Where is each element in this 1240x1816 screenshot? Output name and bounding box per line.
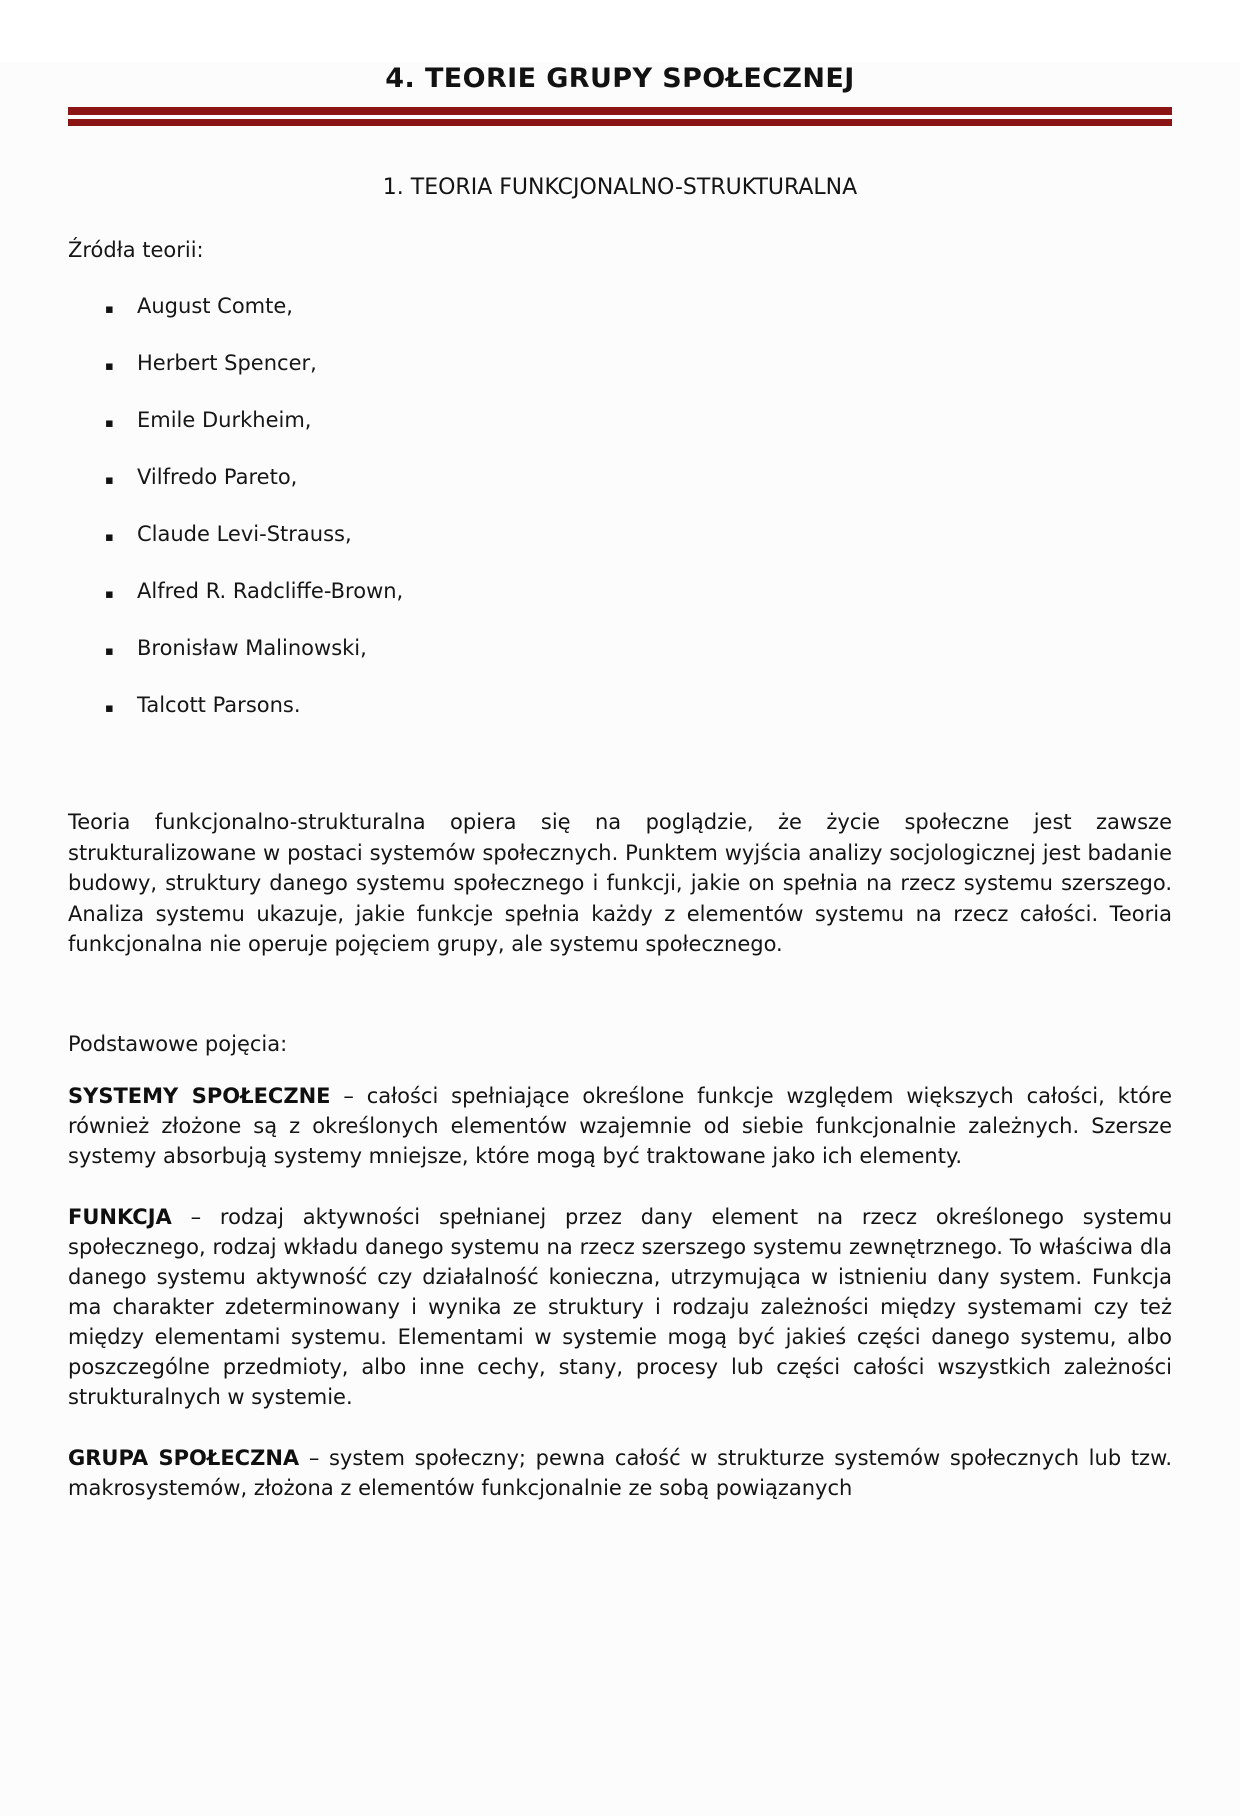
definition-text: – system społeczny; pewna całość w strukturze systemów społecznych lub tzw. makrosystemów, złożona z elementów funkcjonalnie ze sobą powiązanych <box>68 1446 1172 1501</box>
list-item-label: Bronisław Malinowski, <box>137 636 367 661</box>
page-title: 4. TEORIE GRUPY SPOŁECZNEJ <box>385 63 855 94</box>
definition-systemy-spoleczne <box>68 1081 1172 1171</box>
list-item <box>105 636 1172 664</box>
definition-text: – całości spełniające określone funkcje względem większych całości, które również złożone są z określonych elementów wzajemnie od siebie funkcjonalnie zależnych. Szersze systemy absorbują systemy mniejsze, które mogą być traktowane jako ich elementy. <box>68 1084 1173 1169</box>
square-bullet-icon: ▪ <box>105 359 114 375</box>
definition-funkcja <box>68 1202 1172 1412</box>
list-item <box>105 408 1172 436</box>
square-bullet-icon: ▪ <box>105 416 114 432</box>
list-item-label: Vilfredo Pareto, <box>137 465 298 490</box>
list-item <box>105 579 1172 607</box>
list-item <box>105 465 1172 493</box>
sources-list <box>68 294 1172 721</box>
definition-grupa-spoleczna <box>68 1443 1172 1503</box>
list-item <box>105 693 1172 721</box>
divider-bar-top <box>68 107 1172 115</box>
list-item <box>105 522 1172 550</box>
definition-text: – rodzaj aktywności spełnianej przez dany element na rzecz określonego systemu społecznego, rodzaj wkładu danego systemu na rzecz szerszego systemu zewnętrznego. To właściwa dla danego systemu aktywność czy działalność konieczna, utrzymująca w istnieniu dany system. Funkcja ma charakter zdeterminowany i wynika ze struktury i rodzaju zależności między systemami czy też między elementami systemu. Elementami w systemie mogą być jakieś części danego systemu, albo poszczególne przedmioty, albo inne cechy, stany, procesy lub części całości wszystkich zależności strukturalnych w systemie. <box>68 1205 1172 1410</box>
concepts-label: Podstawowe pojęcia: <box>68 1031 288 1056</box>
list-item <box>105 351 1172 379</box>
definition-term: SYSTEMY SPOŁECZNE <box>68 1084 331 1109</box>
section-heading: 1. TEORIA FUNKCJONALNO-STRUKTURALNA <box>382 174 858 200</box>
list-item-label: Emile Durkheim, <box>137 408 312 433</box>
definition-term: FUNKCJA <box>68 1205 172 1230</box>
list-item-label: Alfred R. Radcliffe-Brown, <box>137 579 404 604</box>
square-bullet-icon: ▪ <box>105 587 114 603</box>
sources-label: Źródła teorii: <box>68 238 204 263</box>
list-item-label: Herbert Spencer, <box>137 351 317 376</box>
document-page <box>0 62 1240 1816</box>
intro-paragraph: Teoria funkcjonalno-strukturalna opiera się na poglądzie, że życie społeczne jest zawsze strukturalizowane w postaci systemów społecznych. Punktem wyjścia analizy socjologicznej jest badanie budowy, struktury danego systemu społecznego i funkcji, jakie on spełnia na rzecz systemu szerszego. Analiza systemu ukazuje, jakie funkcje spełnia każdy z elementów systemu na rzecz całości. Teoria funkcjonalna nie operuje pojęciem grupy, ale systemu społecznego. <box>68 810 1172 957</box>
square-bullet-icon: ▪ <box>105 473 114 489</box>
list-item-label: August Comte, <box>137 294 293 319</box>
square-bullet-icon: ▪ <box>105 530 114 546</box>
list-item-label: Talcott Parsons. <box>137 693 301 718</box>
definition-term: GRUPA SPOŁECZNA <box>68 1446 300 1471</box>
divider-bar-bottom <box>68 119 1172 126</box>
title-divider <box>68 107 1172 126</box>
square-bullet-icon: ▪ <box>105 302 114 318</box>
square-bullet-icon: ▪ <box>105 701 114 717</box>
square-bullet-icon: ▪ <box>105 644 114 660</box>
list-item-label: Claude Levi-Strauss, <box>137 522 352 547</box>
list-item <box>105 294 1172 322</box>
